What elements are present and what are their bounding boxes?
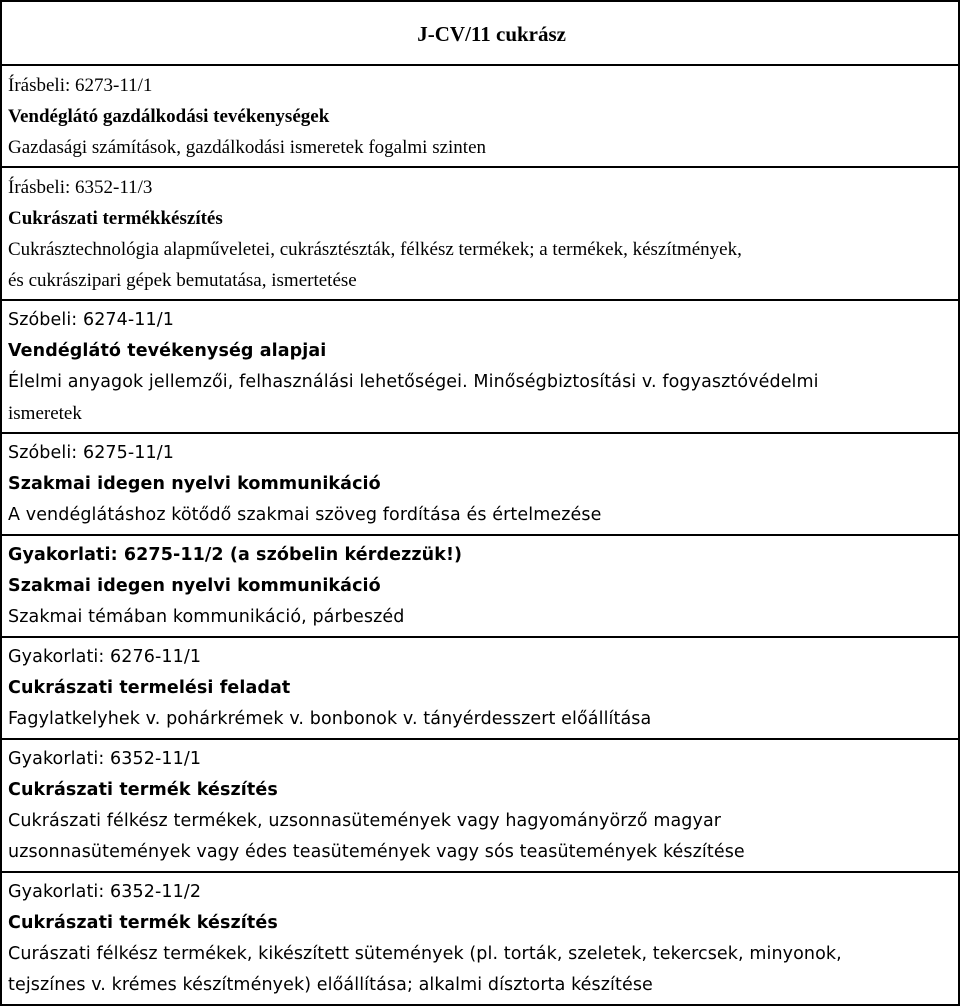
module-name: Szakmai idegen nyelvi kommunikáció (8, 474, 381, 494)
topic-line: Cukrásztechnológia alapműveletei, cukrásztészták, félkész termékek; a termékek, készítmények, (8, 239, 742, 260)
topic-line: Curászati félkész termékek, kikészített sütemények (pl. torták, szeletek, tekercsek, minyonok, (8, 944, 842, 964)
module-name: Cukrászati termelési feladat (8, 678, 291, 698)
exam-section (2, 536, 958, 638)
topic-line: uzsonnasütemények vagy édes teasütemények vagy sós teasütemények készítése (8, 842, 745, 862)
exam-id: Szóbeli: 6274-11/1 (8, 310, 175, 330)
module-name: Cukrászati termékkészítés (8, 208, 223, 229)
topic-line: ismeretek (8, 403, 82, 424)
exam-section (2, 873, 958, 1006)
topic-line: Szakmai témában kommunikáció, párbeszéd (8, 607, 405, 627)
topic-line: Gazdasági számítások, gazdálkodási ismeretek fogalmi szinten (8, 137, 487, 158)
exam-id: Gyakorlati: 6352-11/1 (8, 749, 202, 769)
topic-line: Élelmi anyagok jellemzői, felhasználási lehetőségei. Minőségbiztosítási v. fogyasztóvédelmi (8, 372, 819, 392)
topic-line: Cukrászati félkész termékek, uzsonnasütemények vagy hagyományörző magyar (8, 811, 722, 831)
exam-section (2, 66, 958, 168)
topic-line: Fagylatkelyhek v. pohárkrémek v. bonbonok v. tányérdesszert előállítása (8, 709, 652, 729)
topic-line: tejszínes v. krémes készítmények) előállítása; alkalmi dísztorta készítése (8, 975, 653, 995)
exam-id: Gyakorlati: 6276-11/1 (8, 647, 202, 667)
qualification-code: J-CV/11 cukrász (417, 22, 566, 46)
module-name: Cukrászati termék készítés (8, 780, 278, 800)
topic-line: és cukrászipari gépek bemutatása, ismertetése (8, 270, 357, 291)
sheet-header (2, 2, 958, 66)
module-name: Cukrászati termék készítés (8, 913, 278, 933)
exam-section (2, 301, 958, 434)
exam-id: Írásbeli: 6352-11/3 (8, 177, 153, 198)
exam-section (2, 638, 958, 740)
module-name: Szakmai idegen nyelvi kommunikáció (8, 576, 381, 596)
exam-section (2, 740, 958, 873)
exam-section (2, 434, 958, 536)
module-name: Vendéglátó gazdálkodási tevékenységek (8, 106, 330, 127)
exam-id: Gyakorlati: 6275-11/2 (a szóbelin kérdezzük!) (8, 545, 463, 565)
module-name: Vendéglátó tevékenység alapjai (8, 341, 327, 361)
topic-line: A vendéglátáshoz kötődő szakmai szöveg fordítása és értelmezése (8, 505, 602, 525)
exam-id: Gyakorlati: 6352-11/2 (8, 882, 202, 902)
exam-id: Írásbeli: 6273-11/1 (8, 75, 153, 96)
exam-id: Szóbeli: 6275-11/1 (8, 443, 175, 463)
exam-section (2, 168, 958, 301)
